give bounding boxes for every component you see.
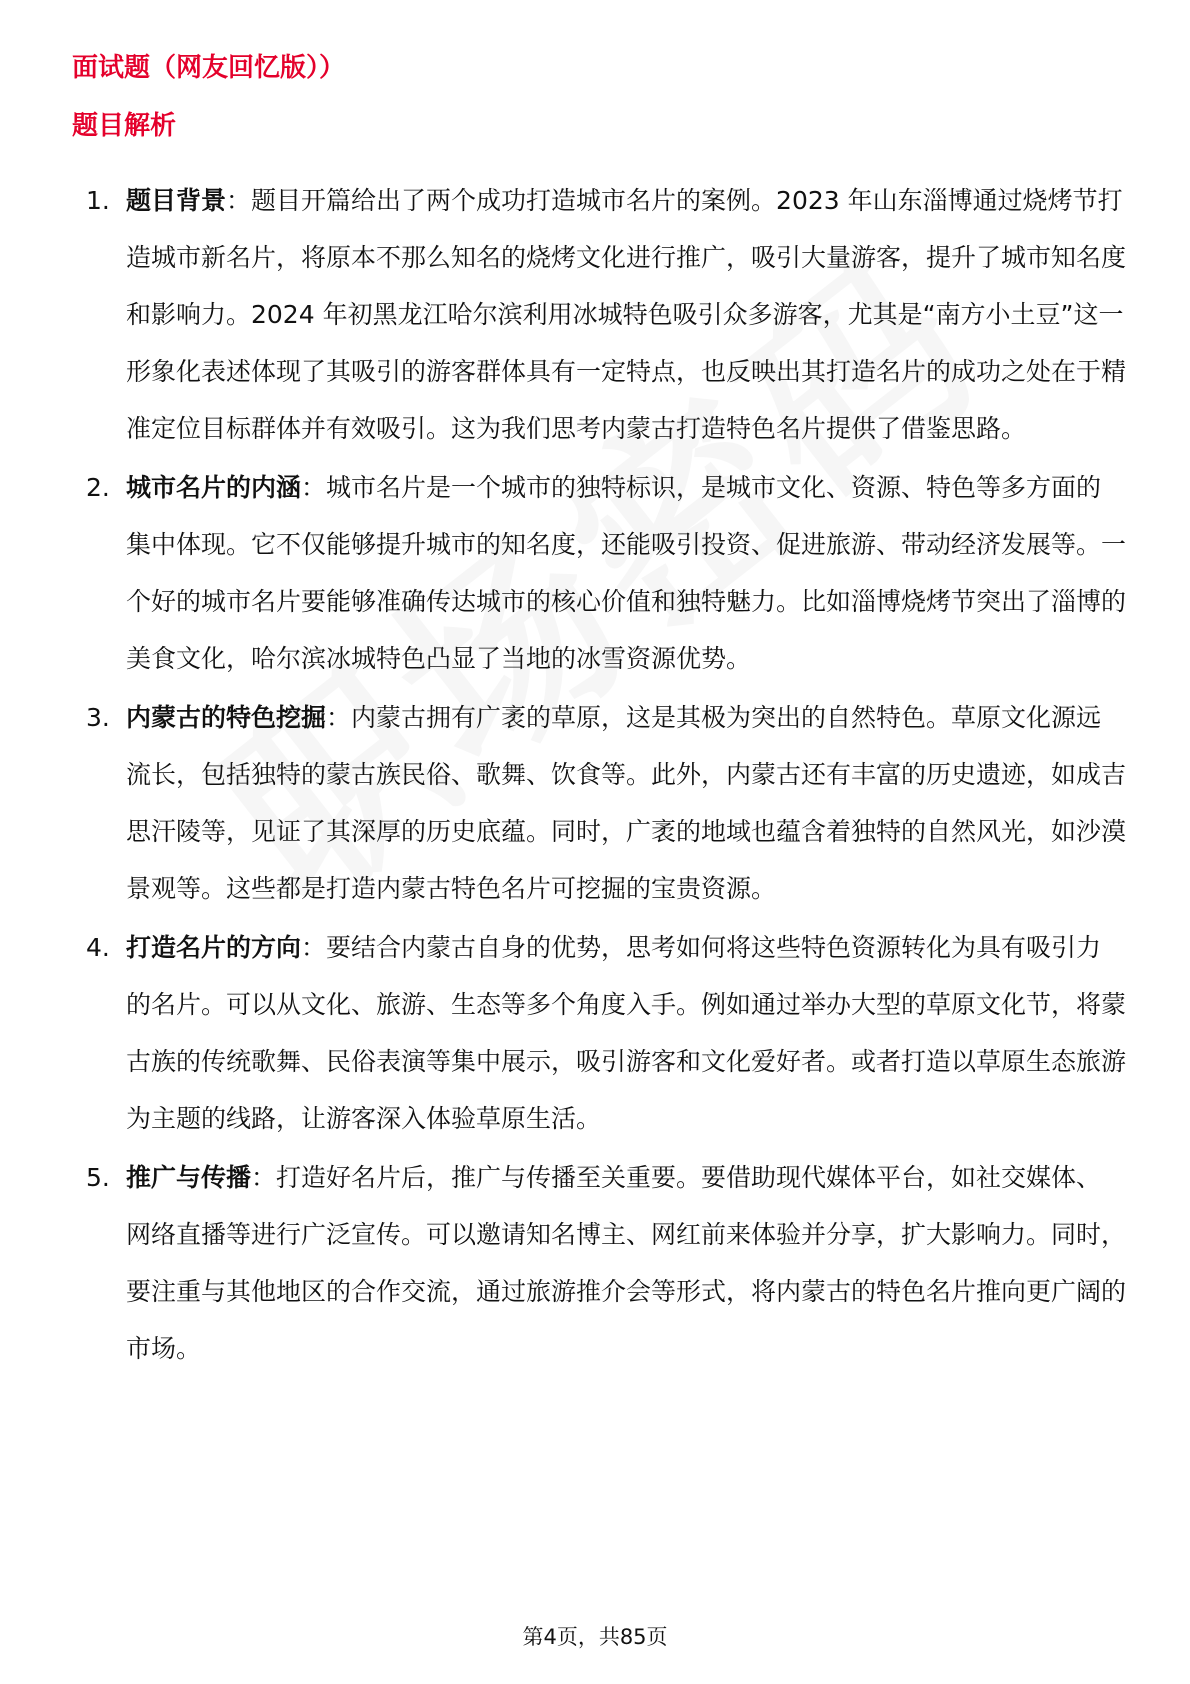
item-term: 城市名片的内涵 <box>126 473 302 502</box>
item-number: 5. <box>86 1163 110 1192</box>
item-number: 2. <box>86 473 110 502</box>
item-text: 打造好名片后，推广与传播至关重要。要借助现代媒体平台，如社交媒体、网络直播等进行广泛宣传。可以邀请知名博主、网红前来体验并分享，扩大影响力。同时，要注重与其他地区的合作交流，通过旅游推介会等形式，将内蒙古的特色名片推向更广阔的市场。 <box>126 1163 1127 1363</box>
item-term: 题目背景 <box>126 186 227 215</box>
item-text: 要结合内蒙古自身的优势，思考如何将这些特色资源转化为具有吸引力的名片。可以从文化、旅游、生态等多个角度入手。例如通过举办大型的草原文化节，将蒙古族的传统歌舞、民俗表演等集中展示，吸引游客和文化爱好者。或者打造以草原生态旅游为主题的线路，让游客深入体验草原生活。 <box>126 933 1127 1133</box>
list-item <box>86 919 1127 1147</box>
item-number: 4. <box>86 933 110 962</box>
item-separator: ： <box>326 703 352 732</box>
item-text: 内蒙古拥有广袤的草原，这是其极为突出的自然特色。草原文化源远流长，包括独特的蒙古族民俗、歌舞、饮食等。此外，内蒙古还有丰富的历史遗迹，如成吉思汗陵等，见证了其深厚的历史底蕴。同时，广袤的地域也蕴含着独特的自然风光，如沙漠景观等。这些都是打造内蒙古特色名片可挖掘的宝贵资源。 <box>126 703 1127 903</box>
item-term: 推广与传播 <box>126 1163 252 1192</box>
item-term: 打造名片的方向 <box>126 933 302 962</box>
item-separator: ： <box>226 186 252 215</box>
item-text: 题目开篇给出了两个成功打造城市名片的案例。2023 年山东淄博通过烧烤节打造城市新名片，将原本不那么知名的烧烤文化进行推广，吸引大量游客，提升了城市知名度和影响力。2024 年初黑龙江哈尔滨利用冰城特色吸引众多游客，尤其是“南方小土豆”这一形象化表述体现了其吸引的游客群体具有一定特点，也反映出其打造名片的成功之处在于精准定位目标群体并有效吸引。这为我们思考内蒙古打造特色名片提供了借鉴思路。 <box>126 186 1127 443</box>
document-title: 面试题（网友回忆版）） <box>72 53 346 83</box>
item-number: 3. <box>86 703 110 732</box>
page-footer: 第4页，共85页 <box>522 1625 668 1649</box>
section-heading: 题目解析 <box>72 111 177 141</box>
item-term: 内蒙古的特色挖掘 <box>126 703 327 732</box>
item-separator: ： <box>301 473 327 502</box>
list-item <box>86 172 1127 457</box>
list-item <box>86 1149 1127 1377</box>
item-separator: ： <box>251 1163 277 1192</box>
list-item <box>86 689 1127 917</box>
item-number: 1. <box>86 186 110 215</box>
item-text: 城市名片是一个城市的独特标识，是城市文化、资源、特色等多方面的集中体现。它不仅能够提升城市的知名度，还能吸引投资、促进旅游、带动经济发展等。一个好的城市名片要能够准确传达城市的核心价值和独特魅力。比如淄博烧烤节突出了淄博的美食文化，哈尔滨冰城特色凸显了当地的冰雪资源优势。 <box>126 473 1127 673</box>
item-separator: ： <box>301 933 327 962</box>
list-item <box>86 459 1127 687</box>
analysis-list <box>0 172 1190 1379</box>
